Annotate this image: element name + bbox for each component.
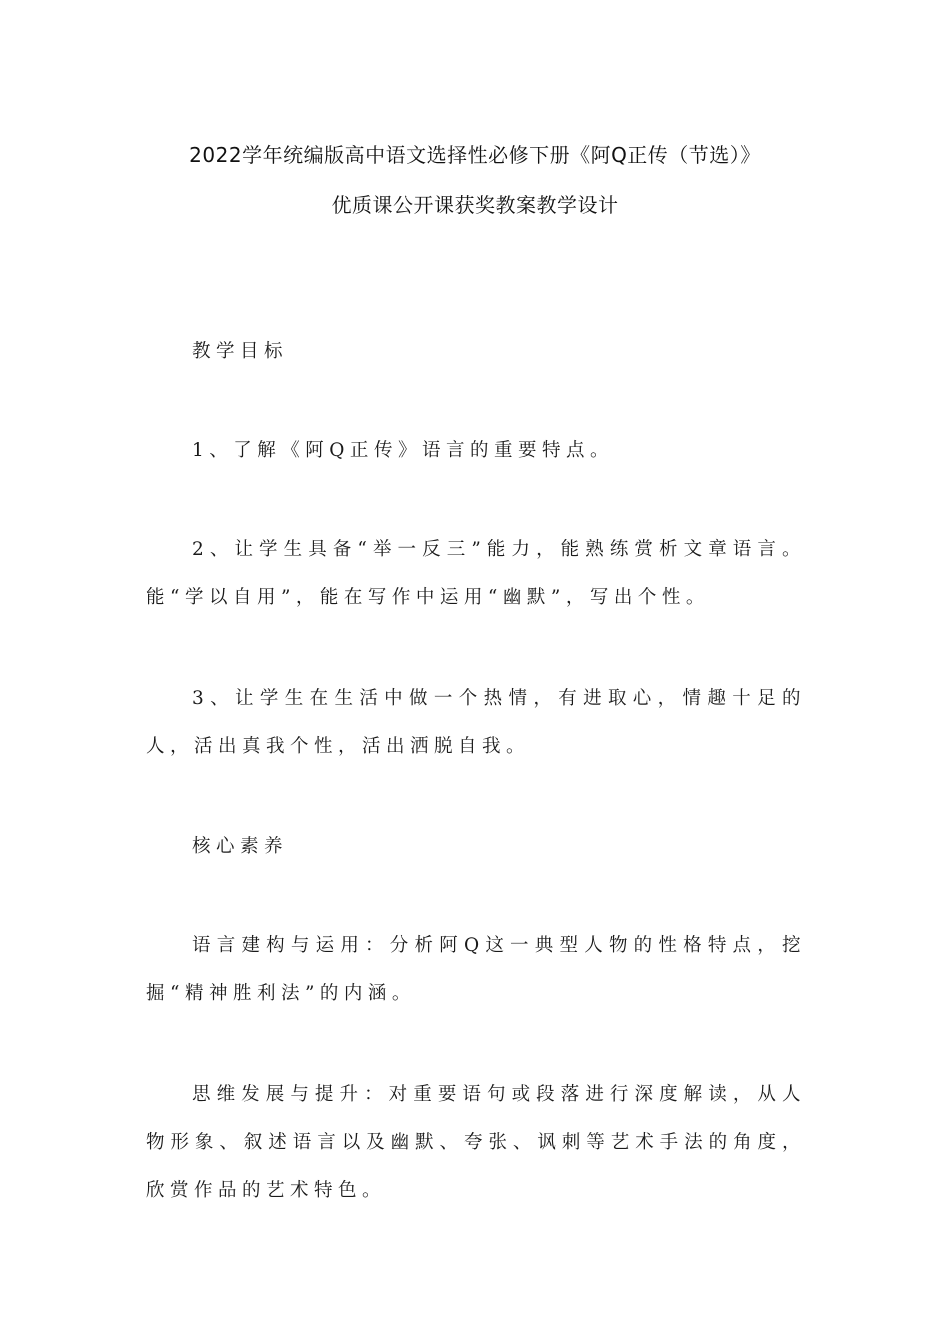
goal-item-2: 2、让学生具备“举一反三”能力，能熟练赏析文章语言。能“学以自用”，能在写作中运用“幽默”，写出个性。	[146, 539, 806, 608]
goal-item-1: 1、了解《阿Q正传》语言的重要特点。	[192, 440, 614, 461]
section-heading-teaching-goals: 教学目标	[192, 341, 289, 362]
document-title-line-1: 2022学年统编版高中语文选择性必修下册《阿Q正传（节选）》	[189, 143, 761, 167]
core-item-thinking: 思维发展与提升：对重要语句或段落进行深度解读，从人物形象、叙述语言以及幽默、夸张、讽刺等艺术手法的角度，欣赏作品的艺术特色。	[146, 1084, 806, 1201]
goal-item-3: 3、让学生在生活中做一个热情，有进取心，情趣十足的人，活出真我个性，活出洒脱自我。	[146, 688, 806, 757]
section-heading-core-literacy: 核心素养	[192, 836, 289, 857]
core-item-language: 语言建构与运用：分析阿Q这一典型人物的性格特点，挖掘“精神胜利法”的内涵。	[146, 935, 806, 1004]
document-title-line-2: 优质课公开课获奖教案教学设计	[331, 193, 619, 217]
